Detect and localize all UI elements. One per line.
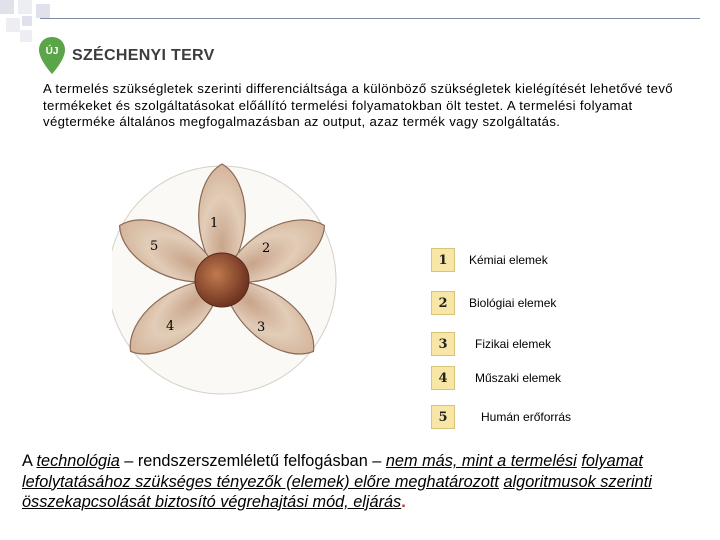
deco-square	[20, 30, 32, 42]
intro-text: A termelés szükségletek szerinti differenciáltsága a különböző szükségletek kielégítését lehetővé tevő termékeket és szolgáltatásokat előállító termelési folyamatokban ölt testet. A termelési folyamat végterméke általános megfogalmazásban az output, azaz termék vagy szolgáltatás.	[43, 81, 673, 129]
definition-phrase-3: algoritmusok szerinti összekapcsolását biztosító végrehajtási mód, eljárás	[22, 472, 652, 511]
deco-square	[22, 16, 32, 26]
legend-row	[431, 366, 561, 390]
legend-label: Biológiai elemek	[469, 296, 557, 310]
definition-dash: – rendszerszemléletű felfogásban –	[119, 452, 386, 470]
definition-lead: A	[22, 452, 37, 470]
deco-square	[0, 0, 14, 14]
legend-row	[431, 405, 571, 429]
deco-square	[36, 4, 50, 18]
deco-square	[18, 0, 32, 14]
petal-label-1: 1	[210, 216, 219, 231]
definition-end: .	[401, 493, 406, 511]
legend-row	[431, 248, 548, 272]
legend-number: 2	[431, 291, 455, 315]
flower-diagram	[112, 158, 352, 398]
logo-name: SZÉCHENYI TERV	[72, 47, 215, 64]
legend-number: 3	[431, 332, 455, 356]
legend-number: 1	[431, 248, 455, 272]
petal-label-3: 3	[257, 320, 266, 335]
flower-center	[195, 253, 249, 307]
legend-row	[431, 332, 551, 356]
definition-term: technológia	[36, 452, 120, 470]
logo-prefix: ÚJ	[45, 46, 59, 57]
deco-square	[6, 18, 20, 32]
definition-phrase-2: folyamat lefolytatásához szükséges tényezők (elemek) előre meghatározott	[22, 452, 643, 491]
legend-number: 5	[431, 405, 455, 429]
legend-label: Kémiai elemek	[469, 253, 548, 267]
header-rule	[40, 18, 700, 19]
legend-row	[431, 291, 556, 315]
petal-label-5: 5	[150, 239, 159, 254]
technology-definition	[22, 451, 712, 513]
legend-label: Humán erőforrás	[481, 410, 572, 424]
legend-label: Műszaki elemek	[475, 371, 562, 385]
logo-pin-icon	[38, 36, 66, 76]
legend-number: 4	[431, 366, 455, 390]
legend-label: Fizikai elemek	[475, 337, 552, 351]
definition-phrase-1: nem más, mint a termelési	[385, 452, 577, 470]
petal-label-2: 2	[262, 241, 271, 256]
szechenyi-logo	[38, 36, 215, 76]
petal-label-4: 4	[166, 319, 175, 334]
